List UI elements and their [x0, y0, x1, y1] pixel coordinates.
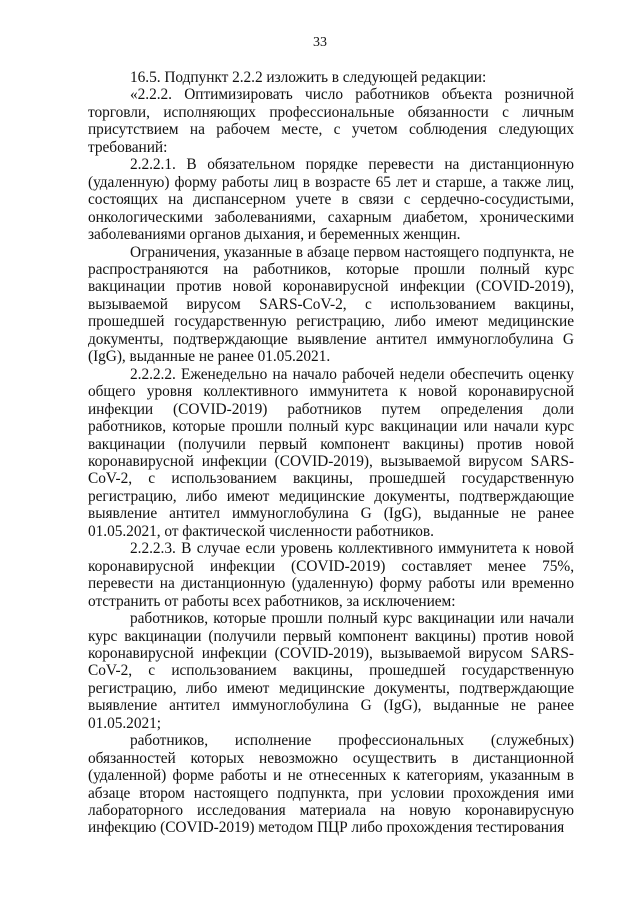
paragraph-restrictions: Ограничения, указанные в абзаце первом настоящего подпункта, не распространяются на работников, которые прошли полный курс вакцинации против новой коронавирусной инфекции (COVID-2019), вызываемой вирусом SARS-CoV-2, с использованием вакцины, прошедшей государственную регистрацию, либо имеют медицинские документы, подтверждающие выявление антител иммуноглобулина G (IgG), выданные не ранее 01.05.2021. — [88, 243, 574, 366]
paragraph-2-2-2-3: 2.2.2.3. В случае если уровень коллективного иммунитета к новой коронавирусной инфекции (COVID-2019) составляет менее 75%, перевести на дистанционную (удаленную) форму работы или временно отстранить от работы всех работников, за исключением: — [88, 540, 574, 610]
paragraph-exception-onsite-workers: работников, исполнение профессиональных (служебных) обязанностей которых невозможно осуществить в дистанционной (удаленной) форме работы и не отнесенных к категориям, указанным в абзаце втором настоящего подпункта, при условии прохождения ими лабораторного исследования материала на новую коронавирусную инфекцию (COVID-2019) методом ПЦР либо прохождения тестирования — [88, 732, 574, 837]
paragraph-exception-vaccinated: работников, которые прошли полный курс вакцинации или начали курс вакцинации (получили первый компонент вакцины) против новой коронавирусной инфекции (COVID-2019), вызываемой вирусом SARS-CoV-2, с использованием вакцины, прошедшей государственную регистрацию, либо имеют медицинские документы, подтверждающие выявление антител иммуноглобулина G (IgG), выданные не ранее 01.05.2021; — [88, 610, 574, 732]
document-body — [88, 69, 574, 837]
paragraph-item-16-5: 16.5. Подпункт 2.2.2 изложить в следующей редакции: — [130, 69, 487, 86]
paragraph-2-2-2-1: 2.2.2.1. В обязательном порядке перевести на дистанционную (удаленную) форму работы лиц в возрасте 65 лет и старше, а также лиц, состоящих на диспансерном учете в связи с сердечно-сосудистыми, онкологическими заболеваниями, сахарным диабетом, хроническими заболеваниями органов дыхания, и беременных женщин. — [88, 156, 574, 244]
paragraph-2-2-2: «2.2.2. Оптимизировать число работников объекта розничной торговли, исполняющих профессиональные обязанности с личным присутствием на рабочем месте, с учетом соблюдения следующих требований: — [88, 86, 574, 156]
page-number: 33 — [313, 35, 327, 50]
paragraph-2-2-2-2: 2.2.2.2. Еженедельно на начало рабочей недели обеспечить оценку общего уровня коллективного иммунитета к новой коронавирусной инфекции (COVID-2019) работников путем определения доли работников, которые прошли полный курс вакцинации или начали курс вакцинации (получили первый компонент вакцины) против новой коронавирусной инфекции (COVID-2019), вызываемой вирусом SARS-CoV-2, с использованием вакцины, прошедшей государственную регистрацию, либо имеют медицинские документы, подтверждающие выявление антител иммуноглобулина G (IgG), выданные не ранее 01.05.2021, от фактической численности работников. — [88, 365, 574, 540]
